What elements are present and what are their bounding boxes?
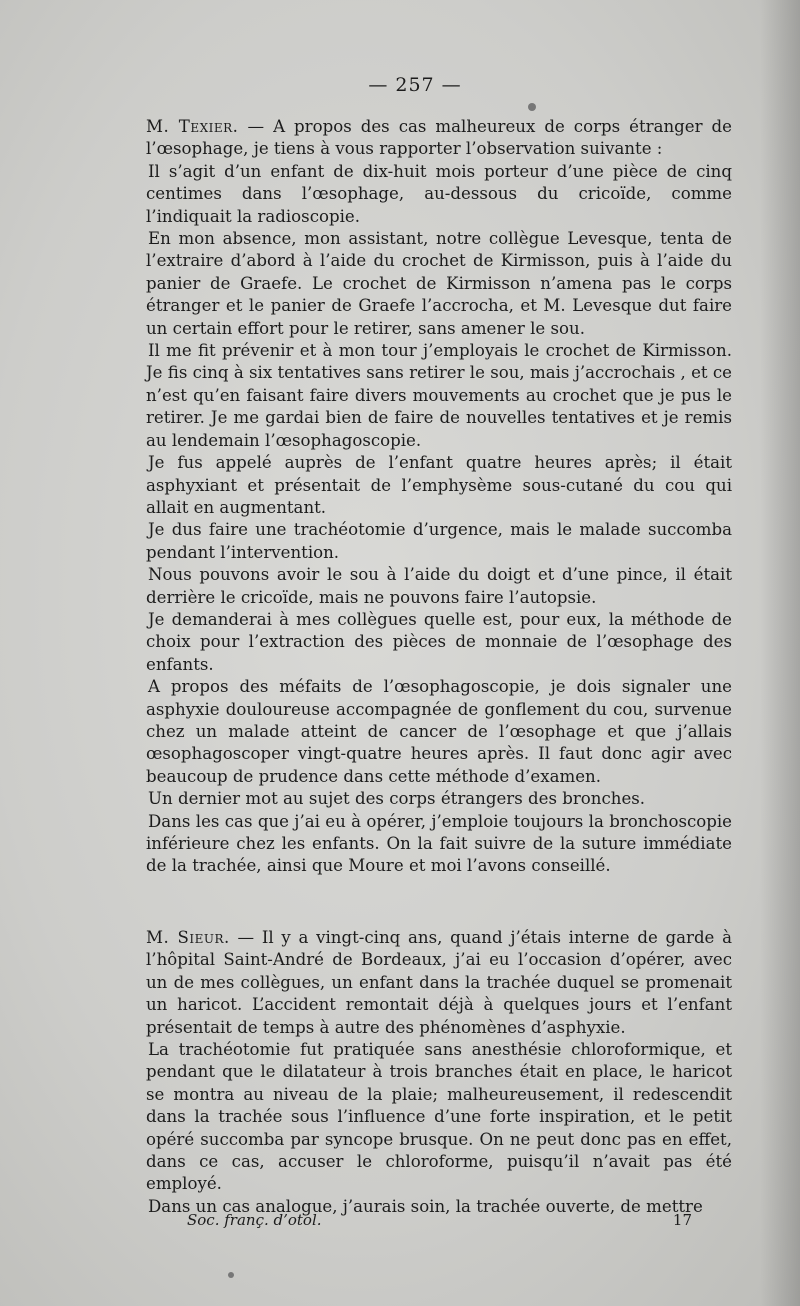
speaker-name: M. Sieur. [146,928,230,947]
page-number: — 257 — [368,74,462,96]
paragraph: La trachéotomie fut pratiquée sans anesthésie chloroformique, et pendant que le dilatateur à trois branches était en place, le haricot se montra au niveau de la plaie; malheureusement, il redescendit dans la trachée sous l’influence d’une forte inspiration, et le petit opéré succomba par syncope brusque. On ne peut donc pas en effet, dans ce cas, accuser le chloroforme, puisqu’il n’avait pas été employé. [146,1040,732,1194]
paragraph: Je fus appelé auprès de l’enfant quatre heures après; il était asphyxiant et présentait de l’emphysème sous-cutané du cou qui allait en augmentant. [146,453,732,517]
sheet-signature: 17 [672,1211,692,1229]
paragraph: Je demanderai à mes collègues quelle est, pour eux, la méthode de choix pour l’extraction des pièces de monnaie de l’œsophage des enfants. [146,609,732,674]
ink-speck [228,1272,234,1278]
paragraph-text: — Il y a vingt-cinq ans, quand j’étais interne de garde à l’hôpital Saint-André de Bordeaux, j’ai eu l’occasion d’opérer, avec un de mes collègues, un enfant dans la trachée duquel se promenait un haricot. L’accident remontait déjà à quelques jours et l’enfant présentait de temps à autre des phénomènes d’asphyxie. [146,928,732,1037]
paragraph: Il me fit prévenir et à mon tour j’employais le crochet de Kirmisson. Je fis cinq à six tentatives sans retirer le sou, mais j’accrochais , et ce n’est qu’en faisant faire divers mouvements au crochet que je pus le retirer. Je me gardai bien de faire de nouvelles tentatives et je remis au lendemain l’œsophagoscopie. [146,341,732,450]
paragraph [146,927,732,1039]
page-footer [187,1211,692,1229]
ink-speck [528,103,536,111]
paragraph: Il s’agit d’un enfant de dix-huit mois porteur d’une pièce de cinq centimes dans l’œsophage, au-dessous du cricoïde, comme l’indiquait la radioscopie. [146,161,732,226]
texier-remarks [146,116,732,878]
paragraph: Je dus faire une trachéotomie d’urgence, mais le malade succomba pendant l’intervention. [146,520,732,562]
paragraph: A propos des méfaits de l’œsophagoscopie, je dois signaler une asphyxie douloureuse accompagnée de gonflement du cou, survenue chez un malade atteint de cancer de l’œsophage et que j’allais œsophagoscoper vingt-quatre heures après. Il faut donc agir avec beaucoup de prudence dans cette méthode d’examen. [146,677,732,786]
paragraph: Un dernier mot au sujet des corps étrangers des bronches. [148,789,646,809]
paragraph: Dans les cas que j’ai eu à opérer, j’emploie toujours la bronchoscopie inférieure chez les enfants. On la fait suivre de la suture immédiate de la trachée, ainsi que Moure et moi l’avons conseillé. [146,811,732,876]
paragraph-text: — A propos des cas malheureux de corps étranger de l’œsophage, je tiens à vous rapporter l’observation suivante : [146,117,732,159]
speaker-name: M. Texier. [146,117,239,136]
paragraph: Nous pouvons avoir le sou à l’aide du doigt et d’une pince, il était derrière le cricoïde, mais ne pouvons faire l’autopsie. [146,565,732,607]
paragraph: Dans un cas analogue, j’aurais soin, la trachée ouverte, de mettre [148,1196,703,1216]
paragraph [146,116,732,161]
sieur-remarks [146,927,732,1218]
journal-signature: Soc. franç. d’otol. [187,1211,322,1229]
paragraph: En mon absence, mon assistant, notre collègue Levesque, tenta de l’extraire d’abord à l’aide du crochet de Kirmisson, puis à l’aide du panier de Graefe. Le crochet de Kirmisson n’amena pas le corps étranger et le panier de Graefe l’accrocha, et M. Levesque dut faire un certain effort pour le retirer, sans amener le sou. [146,229,732,338]
page-edge-shadow [760,0,800,1306]
